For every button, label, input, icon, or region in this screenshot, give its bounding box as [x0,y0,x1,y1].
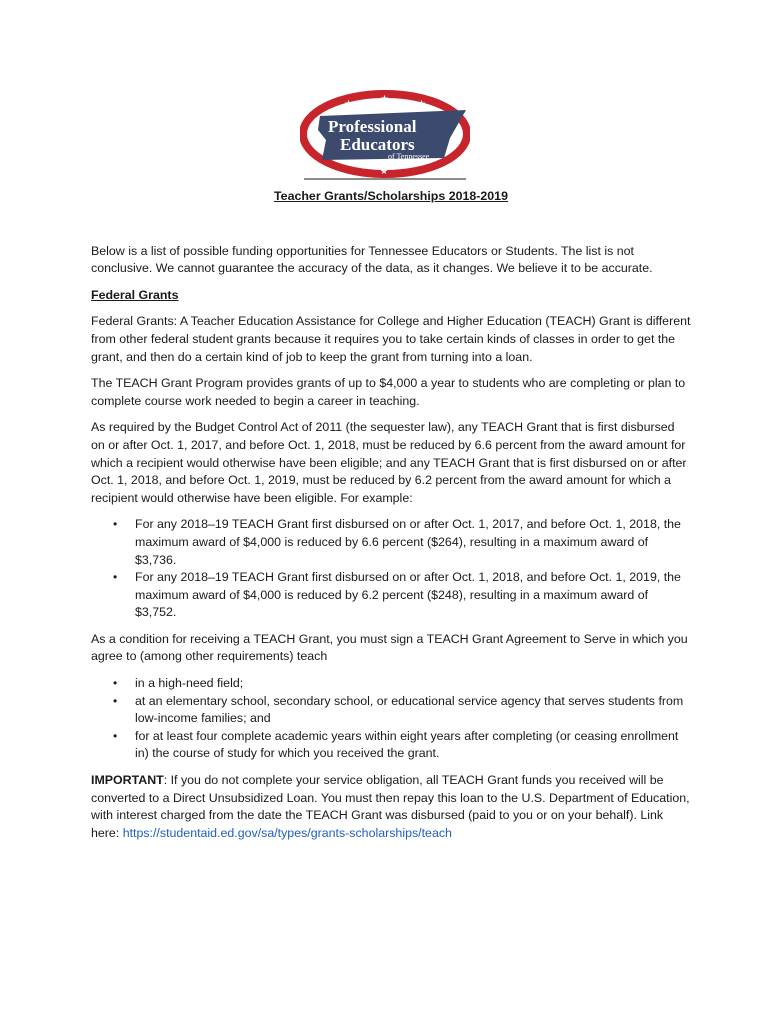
bullet-icon: • [113,693,118,708]
important-text: : If you do not complete your service obligation, all TEACH Grant funds you received will be converted to a Direct Unsubsidized Loan. You must then repay this loan to the U.S. Department of Education, with interest charged from the date the TEACH Grant was disbursed (paid to you or on your behalf). Link here: [91,773,690,840]
examples-list [91,516,691,622]
svg-text:Professional: Professional [328,117,417,136]
bullet-icon: • [113,517,118,532]
list-item: • in a high-need field; [135,675,691,693]
federal-paragraph-1: Federal Grants: A Teacher Education Assistance for College and Higher Education (TEACH) Grant is different from other federal student grants because it requires you to take certain kinds of classes in order to get the grant, and then do a certain kind of job to keep the grant from turning into a loan. [91,314,691,364]
bullet-icon: • [113,728,118,743]
bullet-icon: • [113,676,118,691]
svg-text:★: ★ [380,94,389,105]
federal-grants-heading: Federal Grants [91,287,179,302]
list-item: • at an elementary school, secondary school, or educational service agency that serves students from low-income families; and [113,693,684,726]
svg-text:Educators: Educators [340,135,415,154]
professional-educators-logo [300,90,470,182]
teach-grant-link[interactable]: https://studentaid.ed.gov/sa/types/grants-scholarships/teach [122,825,452,840]
list-item: • for at least four complete academic years within eight years after completing (or ceasing enrollment in) the course of study for which you received the grant. [113,728,679,761]
page-title: Teacher Grants/Scholarships 2018-2019 [274,189,508,203]
bullet-icon: • [113,570,118,585]
document-body [91,188,691,851]
svg-text:★: ★ [380,167,389,177]
list-item: • For any 2018–19 TEACH Grant first disbursed on or after Oct. 1, 2018, and before Oct. 1, 2019, the maximum award of $4,000 is reduced by 6.2 percent ($248), resulting in a maximum award of $3,752. [113,570,681,620]
svg-text:★: ★ [417,99,426,110]
requirements-list [91,675,691,763]
intro-paragraph: Below is a list of possible funding opportunities for Tennessee Educators or Students. The list is not conclusive. We cannot guarantee the accuracy of the data, as it changes. We believe it to be accurate. [91,243,653,276]
list-item: • For any 2018–19 TEACH Grant first disbursed on or after Oct. 1, 2017, and before Oct. 1, 2018, the maximum award of $4,000 is reduced by 6.6 percent ($264), resulting in a maximum award of $3,736. [113,517,681,567]
federal-paragraph-2: The TEACH Grant Program provides grants of up to $4,000 a year to students who are completing or plan to complete course work needed to begin a career in teaching. [91,376,686,408]
svg-text:of Tennessee: of Tennessee [388,152,430,161]
svg-text:★: ★ [344,99,353,110]
federal-paragraph-3: As required by the Budget Control Act of 2011 (the sequester law), any TEACH Grant that is first disbursed on or after Oct. 1, 2017, and before Oct. 1, 2018, must be reduced by 6.6 percent from the award amount for which a recipient would otherwise have been eligible; and any TEACH Grant that is first disbursed on or after Oct. 1, 2018, and before Oct. 1, 2019, must be reduced by 6.2 percent from the award amount for which a recipient would otherwise have been eligible. For example: [91,420,687,505]
condition-paragraph: As a condition for receiving a TEACH Grant, you must sign a TEACH Grant Agreement to Serve in which you agree to (among other requirements) teach [91,631,688,664]
important-label: IMPORTANT [91,773,164,788]
important-paragraph [91,772,691,842]
